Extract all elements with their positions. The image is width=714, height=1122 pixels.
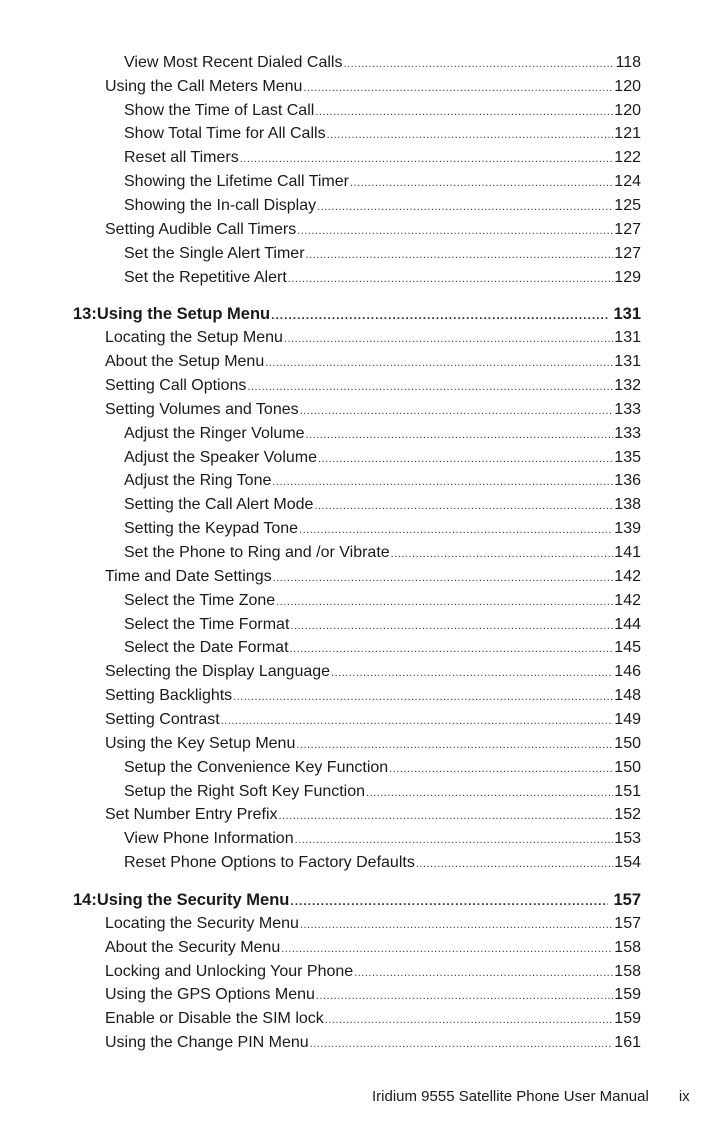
- dot-leader: [271, 305, 608, 325]
- toc-entry-page: 131: [614, 329, 641, 346]
- toc-entry-title: Using the Key Setup Menu: [105, 735, 296, 752]
- toc-entry[interactable]: [124, 782, 641, 803]
- toc-entry[interactable]: [124, 638, 641, 659]
- toc-entry-page: 121: [614, 125, 641, 142]
- toc-entry-title: Locking and Unlocking Your Phone: [105, 963, 354, 980]
- toc-entry[interactable]: [124, 448, 641, 469]
- dot-leader: [315, 102, 613, 122]
- toc-entry-page: 149: [614, 711, 641, 728]
- toc-entry-title: Setting Call Options: [105, 377, 247, 394]
- dot-leader: [273, 568, 614, 588]
- dot-leader: [331, 663, 613, 683]
- dot-leader: [240, 149, 614, 169]
- toc-entry[interactable]: [105, 220, 641, 241]
- toc-entry[interactable]: [124, 424, 641, 445]
- toc-entry-title: Locating the Setup Menu: [105, 329, 283, 346]
- dot-leader: [281, 939, 613, 959]
- toc-entry[interactable]: [124, 471, 641, 492]
- toc-entry-title: About the Security Menu: [105, 939, 281, 956]
- toc-entry[interactable]: [105, 962, 641, 983]
- dot-leader: [416, 854, 613, 874]
- toc-entry-title: Showing the Lifetime Call Timer: [124, 173, 349, 190]
- dot-leader: [318, 449, 613, 469]
- toc-entry-title: Adjust the Ring Tone: [124, 472, 272, 489]
- toc-entry[interactable]: [124, 758, 641, 779]
- toc-entry-page: 144: [614, 616, 641, 633]
- dot-leader: [350, 173, 613, 193]
- toc-entry-page: 120: [614, 78, 641, 95]
- toc-entry[interactable]: [105, 400, 641, 421]
- toc-entry-title: Setting Backlights: [105, 687, 233, 704]
- dot-leader: [300, 915, 613, 935]
- dot-leader: [265, 353, 613, 373]
- toc-entry-title: Select the Time Format: [124, 616, 290, 633]
- dot-leader: [306, 425, 614, 445]
- toc-entry-title: Showing the In-call Display: [124, 197, 317, 214]
- toc-entry[interactable]: [105, 352, 641, 373]
- toc-entry-title: Show Total Time for All Calls: [124, 125, 326, 142]
- dot-leader: [290, 891, 608, 911]
- toc-entry[interactable]: [105, 805, 641, 826]
- toc-entry-page: 153: [614, 830, 641, 847]
- toc-entry[interactable]: [105, 662, 641, 683]
- chapter-13-heading[interactable]: [73, 304, 641, 325]
- dot-leader: [297, 221, 613, 241]
- toc-entry[interactable]: [105, 1033, 641, 1054]
- dot-leader: [279, 806, 614, 826]
- page-footer: [372, 1088, 690, 1105]
- toc-entry-page: 142: [614, 592, 641, 609]
- toc-entry-title: Using the Change PIN Menu: [105, 1034, 309, 1051]
- chapter-page: 131: [613, 305, 641, 323]
- dot-leader: [317, 197, 613, 217]
- toc-entry-title: Reset all Timers: [124, 149, 239, 166]
- toc-entry-page: 120: [614, 102, 641, 119]
- dot-leader: [247, 377, 613, 397]
- dot-leader: [284, 329, 613, 349]
- toc-entry-title: Setup the Right Soft Key Function: [124, 783, 366, 800]
- toc-entry-title: Using the Call Meters Menu: [105, 78, 303, 95]
- toc-entry-title: Setting Volumes and Tones: [105, 401, 299, 418]
- toc-entry-page: 146: [614, 663, 641, 680]
- toc-entry-page: 127: [614, 221, 641, 238]
- dot-leader: [296, 735, 613, 755]
- toc-entry-page: 125: [614, 197, 641, 214]
- toc-entry-page: 138: [614, 496, 641, 513]
- toc-entry-title: View Most Recent Dialed Calls: [124, 54, 343, 71]
- toc-entry-title: Reset Phone Options to Factory Defaults: [124, 854, 415, 871]
- dot-leader: [389, 759, 613, 779]
- toc-entry[interactable]: [124, 124, 641, 145]
- dot-leader: [300, 401, 614, 421]
- toc-entry-title: Set the Single Alert Timer: [124, 245, 305, 262]
- toc-entry-page: 159: [614, 986, 641, 1003]
- toc-entry[interactable]: [105, 376, 641, 397]
- dot-leader: [391, 544, 614, 564]
- toc-entry[interactable]: [124, 148, 641, 169]
- toc-entry[interactable]: [124, 268, 641, 289]
- dot-leader: [316, 986, 613, 1006]
- toc-entry[interactable]: [105, 328, 641, 349]
- toc-entry[interactable]: [105, 985, 641, 1006]
- chapter-title: Using the Setup Menu: [96, 305, 271, 323]
- dot-leader: [306, 245, 614, 265]
- dot-leader: [303, 78, 613, 98]
- toc-entry[interactable]: [124, 495, 641, 516]
- dot-leader: [366, 783, 613, 803]
- manual-title: Iridium 9555 Satellite Phone User Manual: [372, 1088, 649, 1105]
- dot-leader: [354, 963, 613, 983]
- toc-entry-title: Using the GPS Options Menu: [105, 986, 315, 1003]
- toc-entry-title: Show the Time of Last Call: [124, 102, 315, 119]
- toc-entry-title: View Phone Information: [124, 830, 294, 847]
- dot-leader: [299, 520, 613, 540]
- toc-entry-title: Set the Phone to Ring and /or Vibrate: [124, 544, 390, 561]
- dot-leader: [272, 472, 613, 492]
- toc-entry-title: Adjust the Speaker Volume: [124, 449, 318, 466]
- toc-entry-page: 148: [614, 687, 641, 704]
- toc-entry-title: Set Number Entry Prefix: [105, 806, 278, 823]
- toc-entry[interactable]: [124, 519, 641, 540]
- toc-entry[interactable]: [105, 710, 641, 731]
- toc-entry-page: 129: [614, 269, 641, 286]
- dot-leader: [325, 1010, 614, 1030]
- toc-entry-page: 127: [614, 245, 641, 262]
- toc-entry-page: 136: [614, 472, 641, 489]
- toc-entry-title: About the Setup Menu: [105, 353, 265, 370]
- dot-leader: [290, 639, 614, 659]
- toc-entry-title: Time and Date Settings: [105, 568, 272, 585]
- toc-entry-page: 158: [614, 963, 641, 980]
- toc-entry-title: Select the Time Zone: [124, 592, 276, 609]
- toc-entry-page: 150: [614, 735, 641, 752]
- toc-entry-page: 159: [614, 1010, 641, 1027]
- toc-entry-page: 132: [614, 377, 641, 394]
- toc-entry-title: Select the Date Format: [124, 639, 289, 656]
- toc-entry-page: 154: [614, 854, 641, 871]
- dot-leader: [233, 687, 613, 707]
- toc-entry[interactable]: [105, 567, 641, 588]
- toc-entry[interactable]: [124, 615, 641, 636]
- toc-entry[interactable]: [124, 591, 641, 612]
- toc-entry-page: 135: [614, 449, 641, 466]
- chapter-14-heading[interactable]: [73, 890, 641, 911]
- dot-leader: [314, 496, 613, 516]
- toc-entry-page: 124: [614, 173, 641, 190]
- dot-leader: [290, 616, 613, 636]
- toc-entry-title: Setup the Convenience Key Function: [124, 759, 389, 776]
- toc-entry[interactable]: [124, 244, 641, 265]
- toc-entry-title: Enable or Disable the SIM lock: [105, 1010, 324, 1027]
- toc-entry-page: 133: [614, 401, 641, 418]
- chapter-number: 14:: [73, 891, 97, 909]
- toc-entry-page: 161: [614, 1034, 641, 1051]
- toc-entry[interactable]: [105, 686, 641, 707]
- toc-entry-title: Adjust the Ringer Volume: [124, 425, 305, 442]
- toc-entry-title: Setting the Keypad Tone: [124, 520, 299, 537]
- toc-entry[interactable]: [124, 853, 641, 874]
- dot-leader: [276, 592, 613, 612]
- toc-entry-page: 145: [614, 639, 641, 656]
- toc-entry-page: 122: [614, 149, 641, 166]
- dot-leader: [295, 830, 614, 850]
- toc-entry-page: 118: [615, 54, 641, 71]
- toc-entry-title: Selecting the Display Language: [105, 663, 331, 680]
- chapter-page: 157: [613, 891, 641, 909]
- chapter-title: Using the Security Menu: [96, 891, 290, 909]
- dot-leader: [310, 1034, 614, 1054]
- dot-leader: [288, 269, 614, 289]
- toc-entry-title: Setting Contrast: [105, 711, 220, 728]
- toc-entry-title: Set the Repetitive Alert: [124, 269, 287, 286]
- toc-entry[interactable]: [105, 77, 641, 98]
- toc-entry-page: 142: [614, 568, 641, 585]
- toc-entry-page: 152: [614, 806, 641, 823]
- dot-leader: [327, 125, 614, 145]
- toc-entry-page: 157: [614, 915, 641, 932]
- toc-entry-title: Locating the Security Menu: [105, 915, 299, 932]
- toc-entry-page: 151: [614, 783, 641, 800]
- toc-entry-page: 158: [614, 939, 641, 956]
- toc-entry-page: 131: [614, 353, 641, 370]
- toc-entry-page: 141: [614, 544, 641, 561]
- toc-entry[interactable]: [105, 938, 641, 959]
- toc-entry-page: 150: [614, 759, 641, 776]
- toc-entry[interactable]: [105, 914, 641, 935]
- toc-entry[interactable]: [124, 53, 641, 74]
- toc-entry-page: 139: [614, 520, 641, 537]
- toc-entry-title: Setting the Call Alert Mode: [124, 496, 314, 513]
- toc-entry-page: 133: [614, 425, 641, 442]
- toc-entry[interactable]: [105, 1009, 641, 1030]
- toc-entry[interactable]: [124, 829, 641, 850]
- toc-entry[interactable]: [124, 101, 641, 122]
- dot-leader: [221, 711, 614, 731]
- toc-entry[interactable]: [124, 196, 641, 217]
- toc-entry-title: Setting Audible Call Timers: [105, 221, 297, 238]
- page-number: ix: [678, 1088, 690, 1105]
- chapter-number: 13:: [73, 305, 97, 323]
- toc-entry[interactable]: [105, 734, 641, 755]
- toc-entry[interactable]: [124, 543, 641, 564]
- dot-leader: [343, 54, 614, 74]
- toc-entry[interactable]: [124, 172, 641, 193]
